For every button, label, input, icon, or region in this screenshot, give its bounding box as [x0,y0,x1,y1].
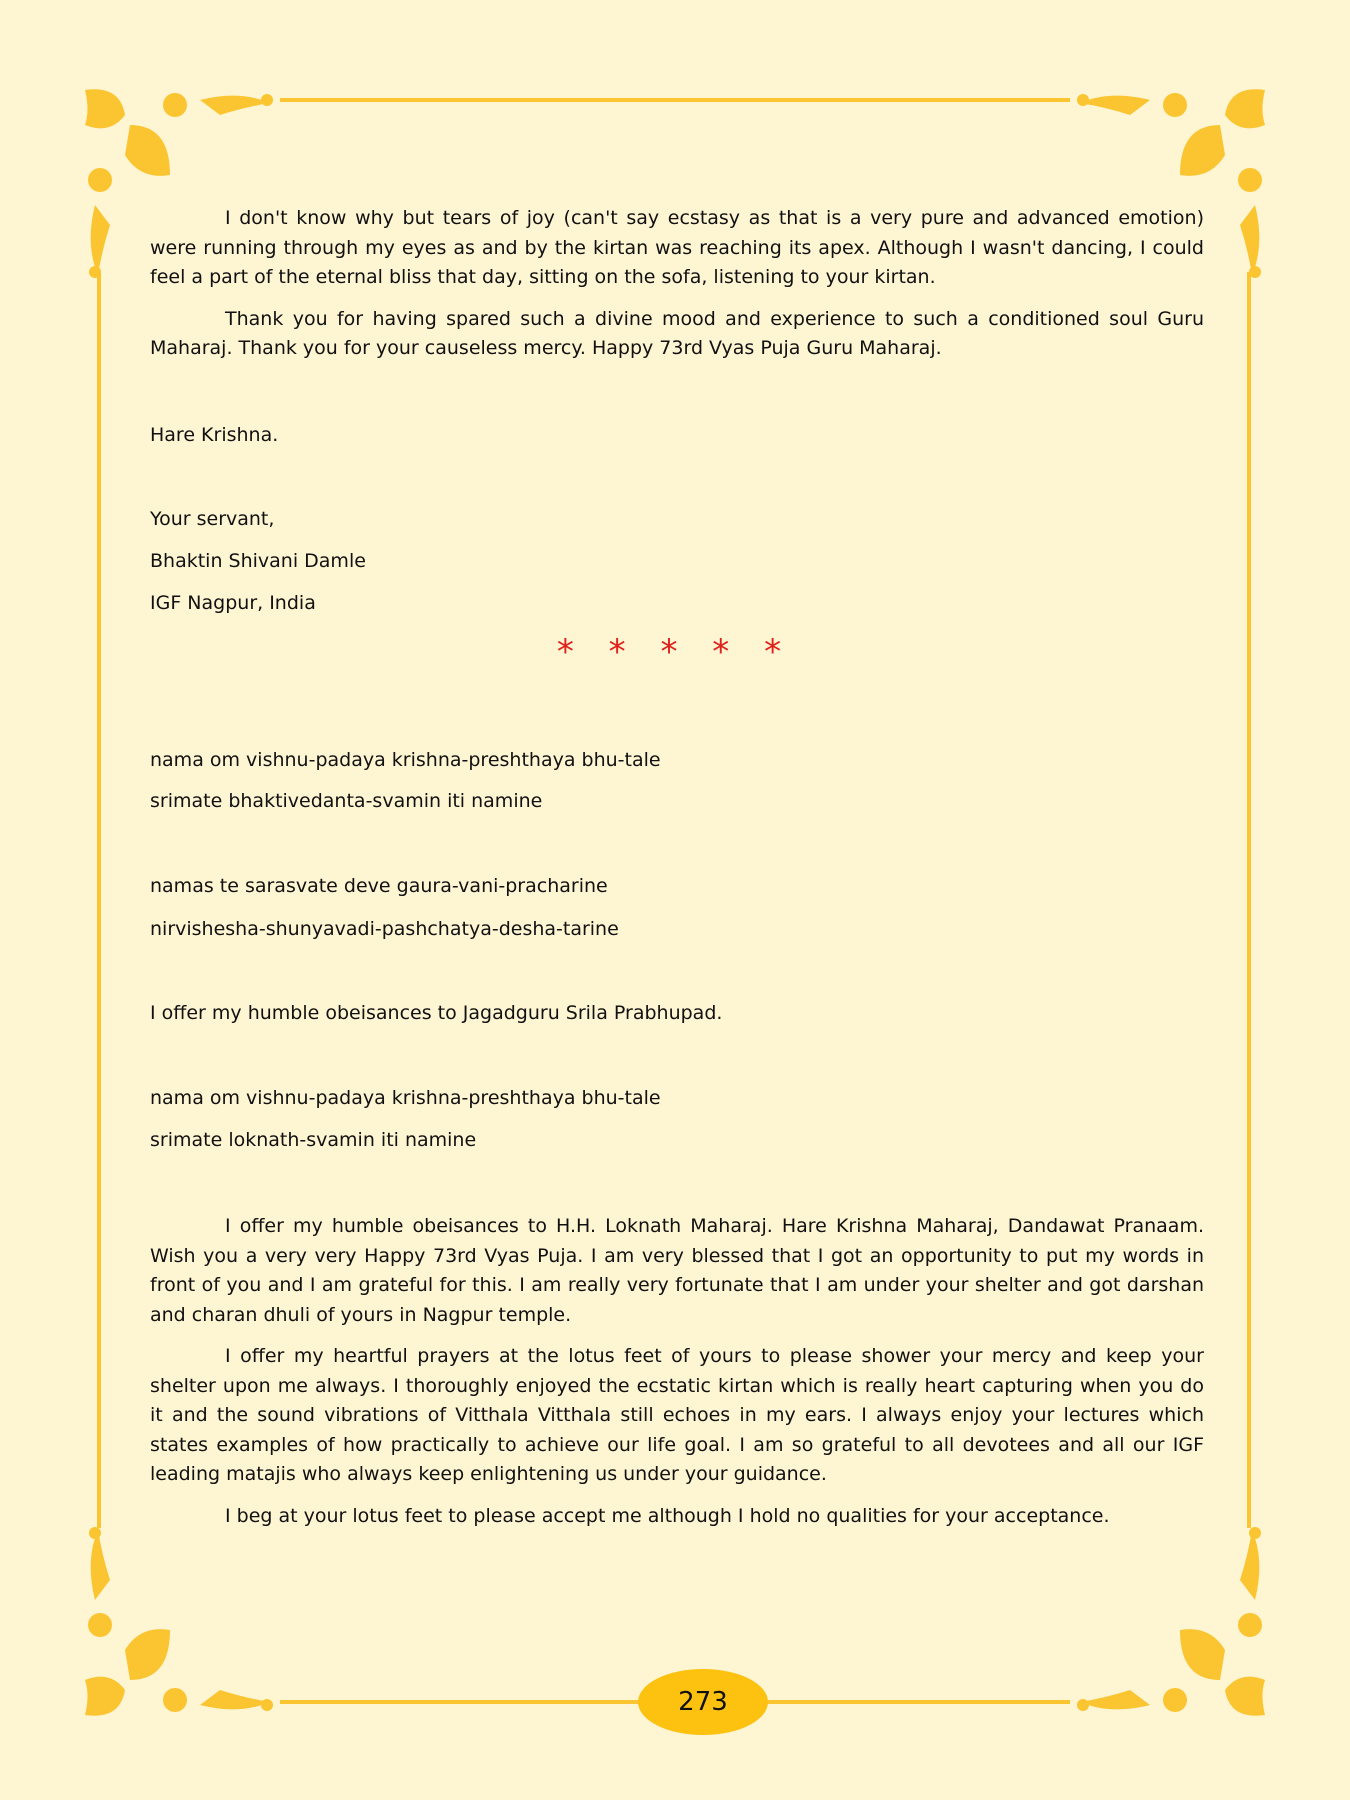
border-right [1247,272,1251,1528]
border-bottom-right [766,1700,1070,1704]
letter-body-2 [150,1212,1204,1531]
signoff: Your servant, [150,508,275,530]
page-number: 273 [678,1687,728,1717]
verse-line: namas te sarasvate deve gaura-vani-pracharine [150,875,608,897]
author-location: IGF Nagpur, India [150,592,316,614]
verse-line: nirvishesha-shunyavadi-pashchatya-desha-tarine [150,918,619,940]
verse-line: nama om vishnu-padaya krishna-preshthaya bhu-tale [150,1087,661,1109]
verse-line: srimate bhaktivedanta-svamin iti namine [150,790,543,812]
paragraph: I beg at your lotus feet to please accept me although I hold no qualities for your acceptance. [225,1504,1110,1527]
corner-ornament-icon [1070,1520,1270,1720]
page-number-badge [638,1669,768,1735]
paragraph: I don't know why but tears of joy (can't say ecstasy as that is a very pure and advanced emotion) were running through my eyes as and by the kirtan was reaching its apex. Although I wasn't dancing, I could feel a part of the eternal bliss that day, sitting on the sofa, listening to your kirtan. [150,207,1204,288]
border-top [280,98,1070,102]
closing: Hare Krishna. [150,424,279,446]
verse-line: srimate loknath-svamin iti namine [150,1129,477,1151]
corner-ornament-icon [80,1520,280,1720]
obeisance: I offer my humble obeisances to Jagadguru Srila Prabhupad. [150,1002,723,1024]
border-left [97,272,101,1528]
verse-line: nama om vishnu-padaya krishna-preshthaya bhu-tale [150,749,661,771]
paragraph: I offer my heartful prayers at the lotus feet of yours to please shower your mercy and keep your shelter upon me always. I thoroughly enjoyed the ecstatic kirtan which is really heart capturing when you do it and the sound vibrations of Vitthala Vitthala still echoes in my ears. I always enjoy your lectures which states examples of how practically to achieve our life goal. I am so grateful to all devotees and all our IGF leading matajis who always keep enlightening us under your guidance. [150,1345,1204,1485]
letter-body-1 [150,204,1204,364]
paragraph: Thank you for having spared such a divine mood and experience to such a conditioned soul Guru Maharaj. Thank you for your causeless mercy. Happy 73rd Vyas Puja Guru Maharaj. [150,307,1204,359]
separator-stars: * * * * * [556,632,794,672]
paragraph: I offer my humble obeisances to H.H. Loknath Maharaj. Hare Krishna Maharaj, Dandawat Pranaam. Wish you a very very Happy 73rd Vyas Puja. I am very blessed that I got an opportunity to put my words in front of you and I am grateful for this. I am really very fortunate that I am under your shelter and got darshan and charan dhuli of yours in Nagpur temple. [150,1215,1204,1326]
author-name: Bhaktin Shivani Damle [150,550,366,572]
border-bottom-left [280,1700,640,1704]
